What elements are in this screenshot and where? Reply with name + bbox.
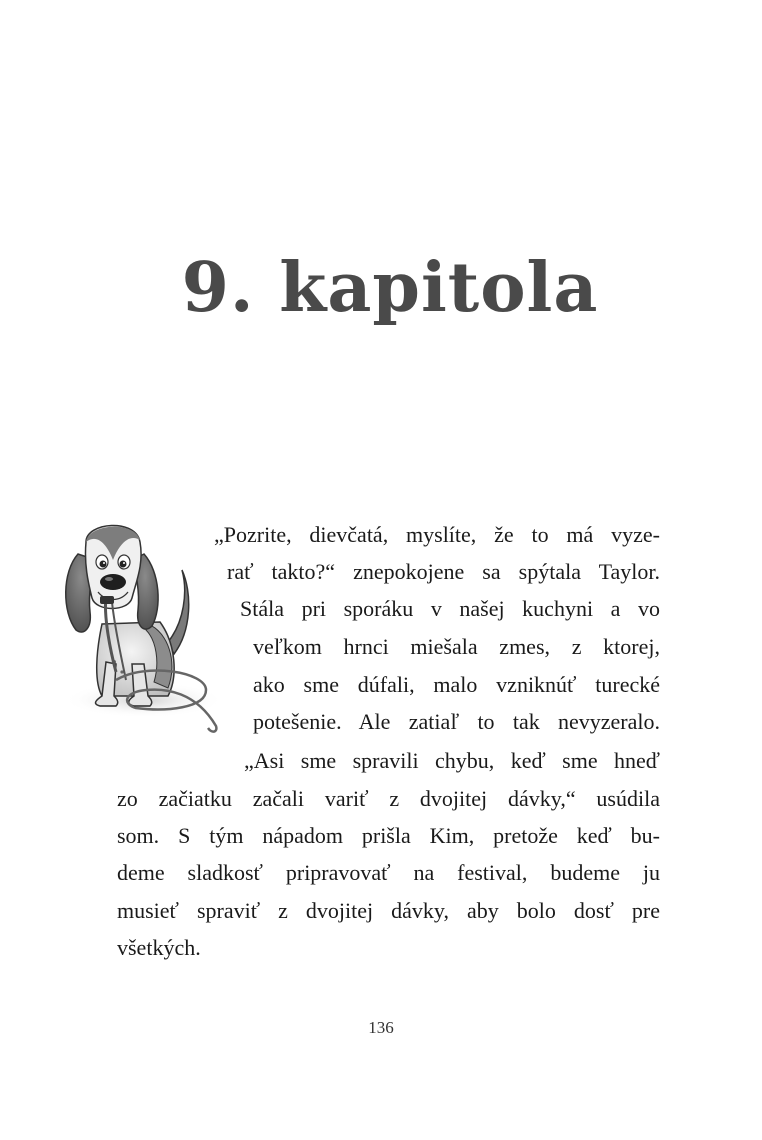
body-line: musieť spraviť z dvojitej dávky, aby bolo dosť pre [117, 898, 660, 923]
body-line: všetkých. [117, 935, 201, 960]
body-line: zo začiatku začali variť z dvojitej dávky,“ usúdila [117, 786, 660, 811]
body-line: „Asi sme spravili chybu, keď sme hneď [244, 748, 660, 773]
body-line: „Pozrite, dievčatá, myslíte, že to má vyze- [214, 522, 660, 547]
chapter-title: 9. kapitola [181, 248, 599, 328]
body-line: som. S tým nápadom prišla Kim, pretože keď bu- [117, 823, 660, 848]
body-line: rať takto?“ znepokojene sa spýtala Taylor. [227, 559, 660, 584]
body-line: Stála pri sporáku v našej kuchyni a vo [240, 596, 660, 621]
body-line: veľkom hrnci miešala zmes, z ktorej, [253, 634, 660, 659]
basset-hound-illustration [56, 512, 226, 744]
page-number: 136 [368, 1018, 394, 1037]
body-line: ako sme dúfali, malo vzniknúť turecké [253, 672, 660, 697]
body-line: potešenie. Ale zatiaľ to tak nevyzeralo. [253, 709, 660, 734]
body-line: deme sladkosť pripravovať na festival, budeme ju [117, 860, 660, 885]
